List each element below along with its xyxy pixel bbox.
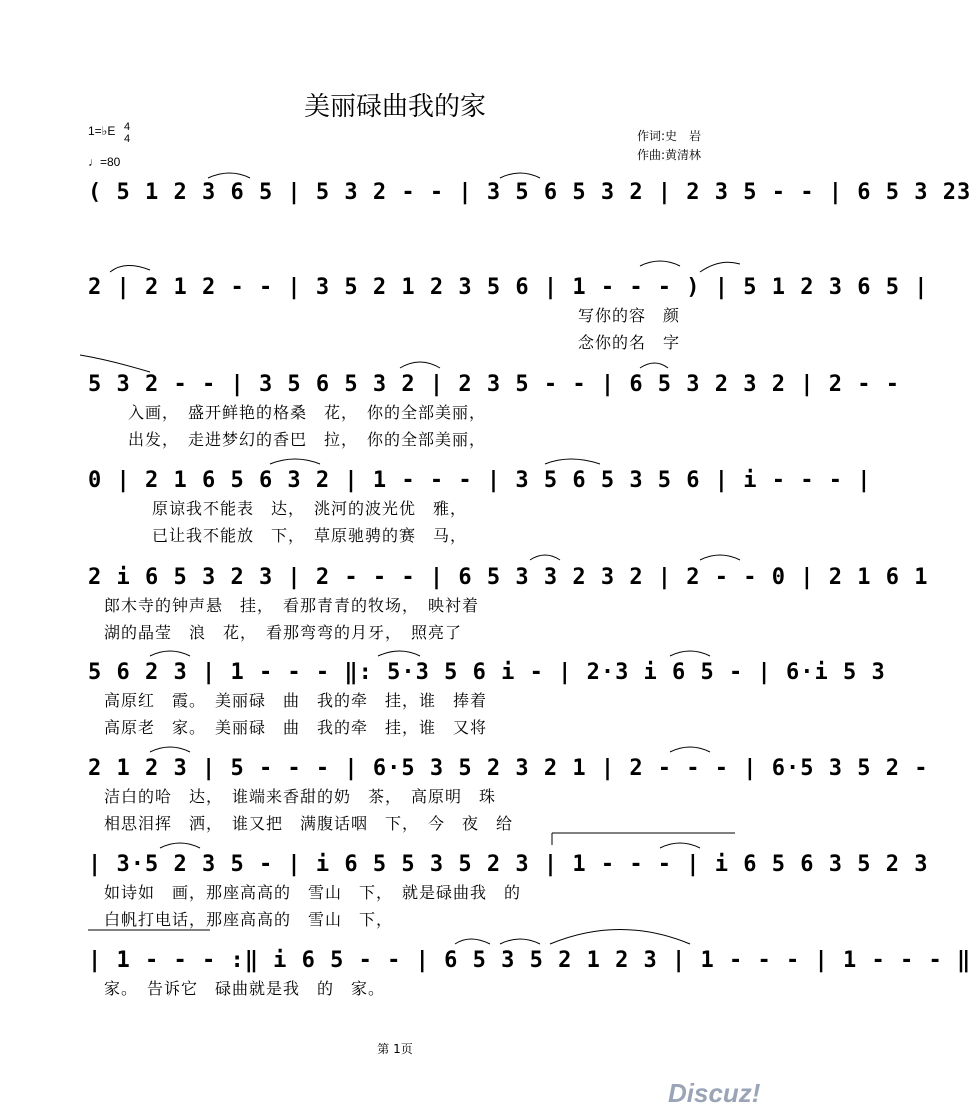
watermark-logo: Discuz! <box>668 1078 761 1108</box>
slur <box>660 843 700 848</box>
notation-line-5: 2 i 6 5 3 2 3 | 2 - - - | 6 5 3 3 2 3 2 | 2 - - 0 | 2 1 6 1 <box>88 565 929 590</box>
lyric-line-7b: 相思泪挥 洒， 谁又把 满腹话咽 下， 今 夜 给 <box>104 814 514 833</box>
slur <box>670 747 710 752</box>
lyric-line-4a: 原谅我不能表 达， 洮河的波光优 雅， <box>152 499 468 518</box>
composer-credit: 作曲:黄清林 <box>637 148 702 162</box>
lyric-line-2a: 写你的容 颜 <box>578 306 681 325</box>
slur <box>160 843 200 848</box>
tempo-marking: ♩=80 <box>88 155 121 169</box>
slur <box>150 747 190 752</box>
slur <box>400 362 440 368</box>
lyric-line-6a: 高原红 霞。 美丽碌 曲 我的牵 挂，谁 捧着 <box>104 691 488 710</box>
lyric-line-5b: 湖的晶莹 浪 花， 看那弯弯的月牙， 照亮了 <box>104 623 463 642</box>
slur <box>378 651 420 656</box>
slur <box>640 363 668 368</box>
slur <box>550 930 690 945</box>
notation-line-1: ( 5 1 2 3 6 5 | 5 3 2 - - | 3 5 6 5 3 2 | 2 3 5 - - | 6 5 3 23 <box>88 180 971 205</box>
slur <box>500 939 540 944</box>
song-title: 美丽碌曲我的家 <box>303 92 486 122</box>
lyric-line-7a: 洁白的哈 达， 谁端来香甜的奶 茶， 高原明 珠 <box>104 787 497 806</box>
key-signature: 1=♭E <box>88 124 116 138</box>
notation-line-8: | 3·5 2 3 5 - | i 6 5 5 3 5 2 3 | 1 - - - | i 6 5 6 3 5 2 3 <box>88 852 929 877</box>
slur <box>530 555 560 560</box>
lyric-line-3a: 入画， 盛开鲜艳的格桑 花， 你的全部美丽， <box>128 403 487 422</box>
slur <box>500 173 540 178</box>
notation-line-9: | 1 - - - :‖ i 6 5 - - | 6 5 3 5 2 1 2 3 | 1 - - - | 1 - - - ‖ <box>88 948 971 973</box>
notation-line-6: 5 6 2 3 | 1 - - - ‖: 5·3 5 6 i - | 2·3 i 6 5 - | 6·i 5 3 <box>88 660 886 685</box>
lyric-line-2b: 念你的名 字 <box>578 333 681 352</box>
lyricist-credit: 作词:史 岩 <box>637 129 702 143</box>
notation-line-4: 0 | 2 1 6 5 6 3 2 | 1 - - - | 3 5 6 5 3 5 6 | i - - - | <box>88 468 872 493</box>
page-number: 第 1页 <box>377 1042 413 1056</box>
lyric-line-5a: 郎木寺的钟声悬 挂， 看那青青的牧场， 映衬着 <box>104 596 480 615</box>
lyric-line-9a: 家。 告诉它 碌曲就是我 的 家。 <box>104 979 386 998</box>
slur <box>270 459 320 464</box>
slur <box>700 555 740 560</box>
lyric-line-6b: 高原老 家。 美丽碌 曲 我的牵 挂，谁 又将 <box>104 718 488 737</box>
time-signature-bottom: 4 <box>124 133 131 145</box>
lyric-line-8a: 如诗如 画，那座高高的 雪山 下， 就是碌曲我 的 <box>104 883 522 902</box>
slur <box>110 265 150 272</box>
notation-line-3: 5 3 2 - - | 3 5 6 5 3 2 | 2 3 5 - - | 6 5 3 2 3 2 | 2 - - <box>88 372 900 397</box>
slur <box>150 651 190 656</box>
slur <box>80 355 150 372</box>
slur <box>545 459 600 464</box>
lyric-line-8b: 白帆打电话，那座高高的 雪山 下， <box>104 910 394 929</box>
lyric-line-3b: 出发， 走进梦幻的香巴 拉， 你的全部美丽， <box>128 430 487 449</box>
notation-line-7: 2 1 2 3 | 5 - - - | 6·5 3 5 2 3 2 1 | 2 - - - | 6·5 3 5 2 - <box>88 756 929 781</box>
slur <box>640 261 680 266</box>
slur <box>670 651 710 656</box>
time-signature-top: 4 <box>124 121 131 133</box>
slur <box>455 939 490 944</box>
notation-line-2: 2 | 2 1 2 - - | 3 5 2 1 2 3 5 6 | 1 - - - ) | 5 1 2 3 6 5 | <box>88 275 929 300</box>
lyric-line-4b: 已让我不能放 下， 草原驰骋的赛 马， <box>152 526 468 545</box>
slur <box>208 173 250 178</box>
slur <box>700 262 740 272</box>
